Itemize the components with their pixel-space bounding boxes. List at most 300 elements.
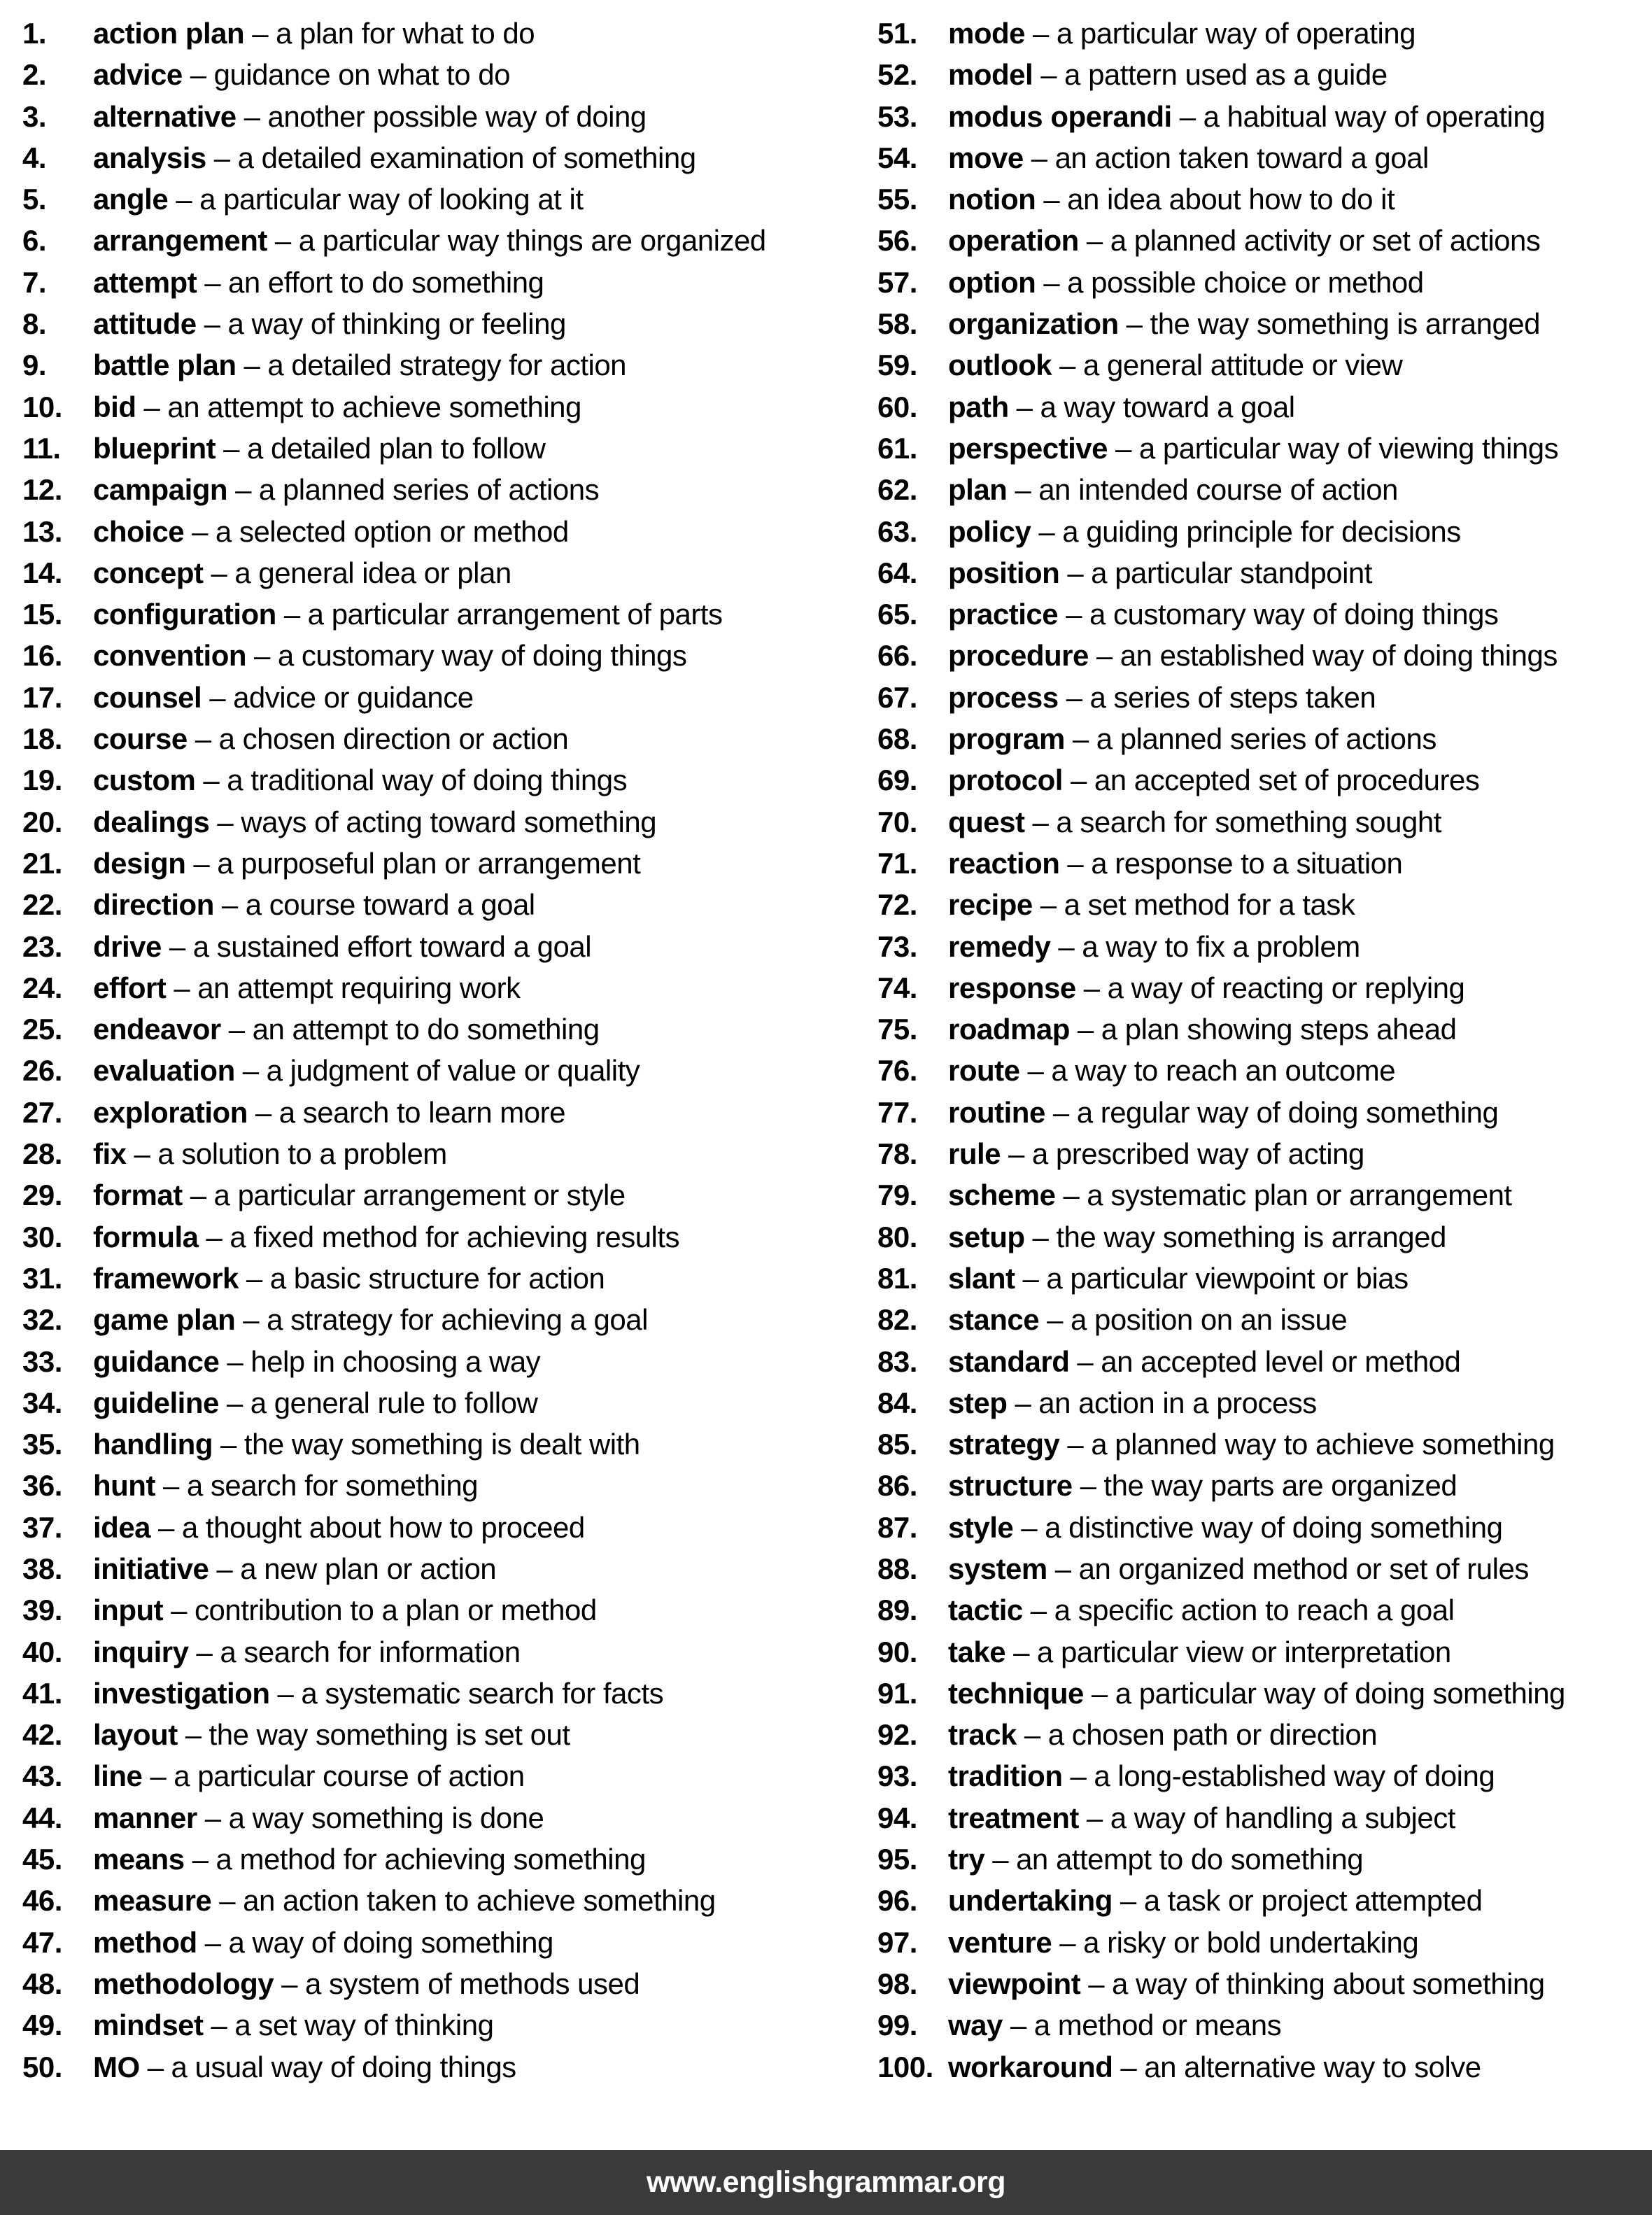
item-number: 85. [877,1428,917,1461]
separator-dash: – [162,1469,179,1503]
item-definition: a purposeful plan or arrangement [217,846,641,880]
item-definition: a chosen direction or action [218,722,569,756]
separator-dash: – [211,2009,227,2042]
item-term: game plan [93,1303,236,1337]
separator-dash: – [1083,971,1100,1004]
item-definition: a system of methods used [305,1967,640,2000]
item-text [948,1137,1364,1170]
item-text [93,1428,640,1461]
separator-dash: – [227,1344,243,1378]
item-number: 13. [22,514,62,548]
item-text [948,1594,1454,1626]
item-number: 35. [22,1428,62,1461]
item-definition: a risky or bold undertaking [1083,1925,1419,1959]
item-number: 74. [877,971,917,1004]
separator-dash: – [1032,805,1049,838]
item-number: 61. [877,431,917,465]
separator-dash: – [216,1552,233,1585]
item-text [948,391,1295,423]
list-item [22,1631,766,1673]
item-definition: an intended course of action [1038,473,1398,507]
item-term: inquiry [93,1635,189,1668]
item-term: means [93,1843,185,1876]
item-number: 10. [22,390,62,423]
item-text [93,1262,605,1295]
item-text [948,2051,1481,2083]
item-term: model [948,58,1033,92]
separator-dash: – [221,888,238,922]
separator-dash: – [1043,265,1060,299]
item-definition: a solution to a problem [157,1137,447,1171]
item-term: angle [93,183,169,216]
list-item [22,593,766,635]
separator-dash: – [158,1510,174,1544]
item-definition: the way something is dealt with [243,1428,640,1461]
list-item [22,926,766,967]
list-item [22,1548,766,1589]
item-term: remedy [948,929,1051,963]
separator-dash: – [206,1220,223,1253]
item-text [948,1054,1395,1087]
item-text [948,930,1360,963]
item-text [948,1552,1529,1585]
item-term: notion [948,183,1036,216]
separator-dash: – [246,1261,262,1295]
item-number: 69. [877,764,917,797]
separator-dash: – [277,1676,294,1710]
item-definition: a prescribed way of acting [1031,1137,1364,1171]
item-term: manner [93,1801,197,1834]
list-item [877,469,1565,510]
separator-dash: – [1086,1801,1103,1834]
item-text [948,722,1436,755]
item-term: step [948,1386,1008,1419]
list-item [22,1465,766,1506]
list-item [22,1299,766,1340]
item-number: 45. [22,1843,62,1876]
list-item [877,1880,1565,1921]
item-term: perspective [948,431,1108,465]
item-definition: a new plan or action [240,1552,497,1585]
item-number: 19. [22,764,62,797]
list-item [22,635,766,676]
separator-dash: – [1080,1469,1096,1503]
item-definition: a particular way of operating [1056,17,1416,50]
item-definition: a general idea or plan [234,556,511,589]
item-text [93,183,584,216]
separator-dash: – [228,1013,245,1046]
list-item [877,1548,1565,1589]
item-definition: an attempt to do something [1016,1843,1364,1876]
item-number: 99. [877,2009,917,2042]
item-number: 8. [22,307,47,341]
item-text [93,141,696,174]
item-term: track [948,1718,1017,1752]
item-number: 79. [877,1179,917,1212]
list-item [877,96,1565,137]
item-term: way [948,2009,1003,2042]
item-definition: an attempt to achieve something [167,390,581,423]
item-definition: a method or means [1033,2009,1282,2042]
item-number: 33. [22,1344,62,1378]
item-text [948,1967,1545,2000]
item-term: protocol [948,764,1063,797]
separator-dash: – [255,1095,271,1129]
item-number: 60. [877,390,917,423]
item-text [948,1221,1446,1253]
item-definition: a method for achieving something [216,1843,646,1876]
footer-url: www.englishgrammar.org [646,2165,1006,2199]
separator-dash: – [1063,1179,1080,1212]
item-text [93,1054,640,1087]
separator-dash: – [147,2050,164,2083]
item-term: strategy [948,1428,1060,1461]
item-term: scheme [948,1179,1056,1212]
item-term: advice [93,58,183,92]
item-number: 62. [877,473,917,507]
list-item [877,1133,1565,1174]
separator-dash: – [274,224,291,258]
list-item [22,1216,766,1258]
item-text [93,1511,585,1544]
list-item [22,1755,766,1796]
separator-dash: – [150,1759,167,1793]
item-term: campaign [93,473,228,507]
separator-dash: – [190,58,206,92]
item-definition: the way something is arranged [1056,1220,1446,1253]
separator-dash: – [1066,680,1082,714]
item-definition: a selected option or method [215,514,569,548]
list-item [22,843,766,884]
item-number: 52. [877,58,917,92]
list-item [877,511,1565,552]
list-item [877,2046,1565,2088]
item-definition: an action in a process [1038,1386,1317,1419]
separator-dash: – [1040,58,1057,92]
list-item [22,677,766,718]
item-number: 18. [22,722,62,756]
item-text [93,100,647,133]
item-number: 25. [22,1013,62,1046]
item-term: routine [948,1095,1045,1129]
list-item [877,1174,1565,1216]
separator-dash: – [134,1137,150,1171]
item-term: layout [93,1718,178,1752]
item-number: 87. [877,1510,917,1544]
item-text [948,17,1416,50]
item-number: 24. [22,971,62,1004]
item-definition: a series of steps taken [1089,680,1376,714]
item-number: 92. [877,1718,917,1752]
item-term: guideline [93,1386,219,1419]
list-item [877,718,1565,759]
item-number: 9. [22,349,47,382]
item-text [948,888,1355,921]
item-number: 17. [22,680,62,714]
item-text [93,1469,478,1502]
item-number: 41. [22,1676,62,1710]
item-definition: a way toward a goal [1040,390,1295,423]
list-item [22,137,766,178]
item-text [948,58,1388,91]
item-number: 96. [877,1884,917,1918]
item-number: 32. [22,1303,62,1337]
separator-dash: – [193,846,210,880]
item-definition: an action taken toward a goal [1054,141,1429,174]
item-definition: a guiding principle for decisions [1062,514,1461,548]
item-text [93,1843,646,1876]
item-definition: a particular view or interpretation [1036,1635,1451,1668]
item-text [948,432,1558,465]
separator-dash: – [243,349,260,382]
item-term: line [93,1759,143,1793]
item-term: design [93,846,186,880]
item-definition: a way of thinking or feeling [227,307,566,341]
item-number: 94. [877,1801,917,1834]
item-number: 20. [22,805,62,838]
separator-dash: – [1052,1095,1069,1129]
separator-dash: – [204,307,220,341]
item-term: input [93,1594,164,1627]
list-item [877,1631,1565,1673]
item-term: convention [93,639,247,673]
item-number: 80. [877,1220,917,1253]
separator-dash: – [192,514,208,548]
item-term: practice [948,598,1059,631]
list-item [877,926,1565,967]
list-item [22,511,766,552]
item-term: hunt [93,1469,155,1503]
item-term: style [948,1510,1014,1544]
item-number: 7. [22,265,47,299]
list-item [22,1174,766,1216]
item-text [93,432,546,465]
list-item [877,1050,1565,1091]
list-item [877,1092,1565,1133]
separator-dash: – [1077,1013,1094,1046]
item-number: 63. [877,514,917,548]
separator-dash: – [1066,598,1082,631]
item-number: 70. [877,805,917,838]
item-definition: a long-established way of doing [1094,1759,1495,1793]
item-term: methodology [93,1967,274,2000]
item-definition: a particular way of doing something [1115,1676,1565,1710]
item-number: 91. [877,1676,917,1710]
item-definition: a general rule to follow [250,1386,538,1419]
item-text [93,1221,679,1253]
list-item [877,759,1565,801]
item-text [948,307,1540,340]
separator-dash: – [1091,1676,1108,1710]
item-term: action plan [93,17,245,50]
item-text [948,1759,1495,1792]
item-text [93,639,686,672]
item-text [948,1677,1565,1710]
separator-dash: – [235,473,251,507]
separator-dash: – [1067,846,1084,880]
separator-dash: – [1067,1428,1084,1461]
item-term: option [948,265,1036,299]
item-definition: a systematic plan or arrangement [1087,1179,1512,1212]
list-item [877,386,1565,428]
item-definition: a detailed strategy for action [267,349,627,382]
list-item [22,1382,766,1423]
item-text [948,515,1461,548]
item-definition: a search for information [220,1635,521,1668]
item-definition: help in choosing a way [250,1344,541,1378]
separator-dash: – [243,1303,260,1337]
item-number: 95. [877,1843,917,1876]
list-item [877,1008,1565,1050]
item-text [93,515,569,548]
item-term: bid [93,390,136,423]
item-text [93,1552,496,1585]
item-number: 55. [877,183,917,216]
item-term: rule [948,1137,1001,1171]
item-definition: a particular standpoint [1091,556,1372,589]
item-definition: a way of handling a subject [1110,1801,1455,1834]
separator-dash: – [1040,888,1057,922]
list-item [877,137,1565,178]
list-item [877,1922,1565,1963]
list-item [22,967,766,1008]
item-text [948,1884,1482,1917]
item-term: effort [93,971,167,1004]
item-text [93,1096,565,1129]
list-item [22,1838,766,1880]
item-number: 75. [877,1013,917,1046]
list-item [877,1755,1565,1796]
item-number: 36. [22,1469,62,1503]
item-number: 31. [22,1261,62,1295]
item-term: stance [948,1303,1040,1337]
separator-dash: – [1086,224,1103,258]
item-term: structure [948,1469,1073,1503]
item-term: response [948,971,1076,1004]
item-text [948,598,1498,631]
separator-dash: – [1032,1220,1049,1253]
list-item [22,2004,766,2046]
item-number: 28. [22,1137,62,1171]
item-term: alternative [93,99,236,133]
list-item [22,1797,766,1838]
item-number: 27. [22,1095,62,1129]
list-item [877,1714,1565,1755]
item-term: roadmap [948,1013,1070,1046]
item-number: 77. [877,1095,917,1129]
item-text [93,2009,493,2041]
item-term: drive [93,929,162,963]
item-number: 50. [22,2050,62,2083]
item-text [948,1262,1409,1295]
item-number: 39. [22,1594,62,1627]
separator-dash: – [1126,307,1143,341]
item-term: tactic [948,1594,1023,1627]
separator-dash: – [204,1925,221,1959]
list-item [22,1050,766,1091]
item-number: 90. [877,1635,917,1668]
item-text [948,2009,1281,2041]
separator-dash: – [1024,1718,1040,1752]
list-item [877,1589,1565,1631]
list-item [22,220,766,261]
item-text [948,100,1545,133]
item-term: policy [948,514,1031,548]
item-term: try [948,1843,985,1876]
separator-dash: – [1021,1510,1038,1544]
item-definition: a sustained effort toward a goal [192,929,592,963]
item-text [93,307,566,340]
separator-dash: – [1120,2050,1137,2083]
list-item [22,13,766,54]
item-number: 58. [877,307,917,341]
item-number: 88. [877,1552,917,1585]
list-item [22,1341,766,1382]
item-definition: a regular way of doing something [1076,1095,1499,1129]
separator-dash: – [192,1843,209,1876]
item-term: mode [948,17,1026,50]
separator-dash: – [1077,1344,1094,1378]
item-definition: an attempt to do something [252,1013,600,1046]
list-item [22,1092,766,1133]
separator-dash: – [1059,349,1075,382]
item-text [948,1179,1512,1211]
item-term: method [93,1925,197,1959]
item-number: 44. [22,1801,62,1834]
list-item [22,1714,766,1755]
item-definition: a habitual way of operating [1203,99,1546,133]
item-text [948,1013,1456,1046]
item-definition: a systematic search for facts [301,1676,664,1710]
separator-dash: – [1030,1594,1047,1627]
separator-dash: – [204,265,221,299]
list-item [877,1258,1565,1299]
item-definition: a judgment of value or quality [266,1054,640,1088]
item-term: measure [93,1884,212,1918]
item-term: standard [948,1344,1070,1378]
item-text [93,1884,716,1917]
separator-dash: – [196,1635,213,1668]
list-item [877,262,1565,303]
item-definition: a plan showing steps ahead [1101,1013,1457,1046]
item-number: 42. [22,1718,62,1752]
list-item [22,759,766,801]
item-text [948,1303,1347,1336]
list-item [877,967,1565,1008]
item-term: recipe [948,888,1033,922]
item-number: 89. [877,1594,917,1627]
item-definition: a search to learn more [278,1095,565,1129]
item-text [93,1303,648,1336]
item-term: outlook [948,349,1052,382]
list-item [22,552,766,593]
item-text [948,1428,1555,1461]
item-term: route [948,1054,1020,1088]
item-definition: guidance on what to do [213,58,510,92]
item-number: 57. [877,265,917,299]
item-text [948,1511,1502,1544]
list-item [22,262,766,303]
item-definition: a plan for what to do [276,17,535,50]
item-definition: a planned activity or set of actions [1110,224,1541,258]
item-text [93,1967,640,2000]
item-text [948,266,1424,299]
item-definition: a customary way of doing things [277,639,687,673]
item-definition: a specific action to reach a goal [1054,1594,1455,1627]
item-number: 1. [22,17,47,50]
separator-dash: – [195,722,211,756]
separator-dash: – [226,1386,243,1419]
